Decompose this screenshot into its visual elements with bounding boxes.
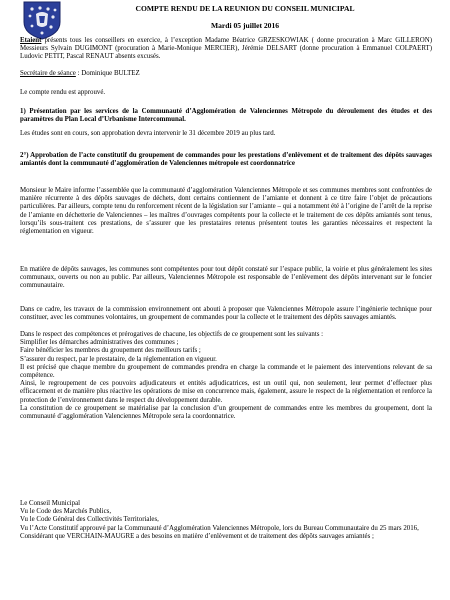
grouping-constitution: La constitution de ce groupement se matérialise par la conclusion d’un groupement de commandes entre les membres du groupement, dont la communauté d’agglomération Valenciennes Métropole sera la coordonnatrice. <box>20 404 432 421</box>
council-heading: Le Conseil Municipal <box>20 500 81 507</box>
approval-note: Le compte rendu est approuvé. <box>20 89 106 96</box>
item2-paragraph-1: Monsieur le Maire informe l’assemblée que la communauté d’agglomération Valenciennes Métropole et ses communes membres sont confrontées de manière récurrente à des dépôts sauvages de déchets, dont certains contiennent de l’amiante et donnent à ce titre faire l’objet de précautions particulières. Par ailleurs, compte tenu du renforcement récent de la législation sur l’amiante – qui a notamment été à l’origine de l’arrêt de la reprise de l’amiante en déchetterie de Valenciennes – les maîtres d’ouvrages compétents pour la collecte et le traitement de ces dépôts amiantés sont tenus, lorsqu’ils sous-traitent ces prestations, de s’assurer que les prestataires retenus présentent toutes les garanties nécessaires et respectent la réglementation en vigueur. <box>20 187 432 236</box>
legal-reference: Vu le Code Général des Collectivités Territoriales, <box>20 516 159 524</box>
page-title: COMPTE RENDU DE LA REUNION DU CONSEIL MUNICIPAL <box>135 4 355 13</box>
secretary-name: : Dominique BULTEZ <box>75 70 140 77</box>
objectives-section <box>20 331 432 421</box>
attendance-paragraph <box>20 37 432 62</box>
grouping-benefits: Ainsi, le regroupement de ces pouvoirs adjudicateurs et entités adjudicatrices, est un outil qui, non seulement, leur permet d’effectuer plus efficacement et de manière plus réactive les opérations de mise en concurrence mais, également, assure le respect de la réglementation et renforce la protection de l’environnement dans le respect du développement durable. <box>20 380 432 404</box>
municipal-crest-logo <box>20 0 64 40</box>
objective-item: Faire bénéficier les membres du groupement des meilleurs tarifs ; <box>20 347 201 355</box>
item2-title: 2°) Approbation de l’acte constitutif du groupement de commandes pour les prestations d’enlèvement et de traitement des dépôts sauvages amiantés dont la communauté d’agglomération de Valenciennes métropole est coordonnatrice <box>20 152 432 168</box>
legal-reference: Vu l’Acte Constitutif approuvé par la Communauté d’Agglomération Valenciennes Métropole, lors du Bureau Communautaire du 25 mars 2016, <box>20 524 419 532</box>
item1-title: 1) Présentation par les services de la Communauté d’Agglomération de Valenciennes Métropole du déroulement des études et des paramètres du Plan Local d’Urbanisme Intercommunal. <box>20 108 432 124</box>
objective-item: Simplifier les démarches administratives des communes ; <box>20 339 179 347</box>
objectives-intro: Dans le respect des compétences et prérogatives de chacune, les objectifs de ce groupement sont les suivants : <box>20 331 324 338</box>
attendance-label: Etaient <box>20 37 42 44</box>
item2-paragraph-2: En matière de dépôts sauvages, les communes sont compétentes pour tout dépôt constaté sur l’espace public, la voirie et plus généralement les sites communaux, ouverts ou non au public. Par ailleurs, Valenciennes Métropole est responsable de l’enlèvement des dépôts intervenant sur le foncier communautaire. <box>20 266 432 290</box>
item1-note: Les études sont en cours, son approbation devra intervenir le 31 décembre 2019 au plus tard. <box>20 130 276 137</box>
item2-paragraph-3: Dans ce cadre, les travaux de la commission environnement ont abouti à proposer que Valenciennes Métropole assure l’ingénierie technique pour constituer, avec les communes volontaires, un groupement de commandes pour la collecte et le traitement des dépôts sauvages amiantés. <box>20 306 432 322</box>
council-section <box>20 500 432 541</box>
secretary-label: Secrétaire de séance <box>20 70 76 77</box>
considering-clause: Considérant que VERCHAIN-MAUGRE a des besoins en matière d’enlèvement et de traitement des dépôts sauvages amiantés ; <box>20 532 374 540</box>
objective-item: S’assurer du respect, par le prestataire, de la réglementation en vigueur. <box>20 355 217 363</box>
payment-note: Il est précisé que chaque membre du groupement de commandes prendra en charge la commande et le paiement des interventions relevant de sa compétence. <box>20 363 432 380</box>
secretary-line <box>20 70 432 78</box>
attendance-text: présents tous les conseillers en exercice, à l’exception Madame Béatrice GRZESKOWIAK ( donne procuration à Marc GILLERON) Messieurs Sylvain DUGIMONT (procuration à Marie-Monique MERCIER), Jérémie DELSART (donne procuration à Emmanuel COLPAERT) Ludovic PETIT, Pascal RENAUT absents excusés. <box>20 37 432 61</box>
meeting-date: Mardi 05 juillet 2016 <box>210 21 280 30</box>
legal-reference: Vu le Code des Marchés Publics, <box>20 508 112 516</box>
